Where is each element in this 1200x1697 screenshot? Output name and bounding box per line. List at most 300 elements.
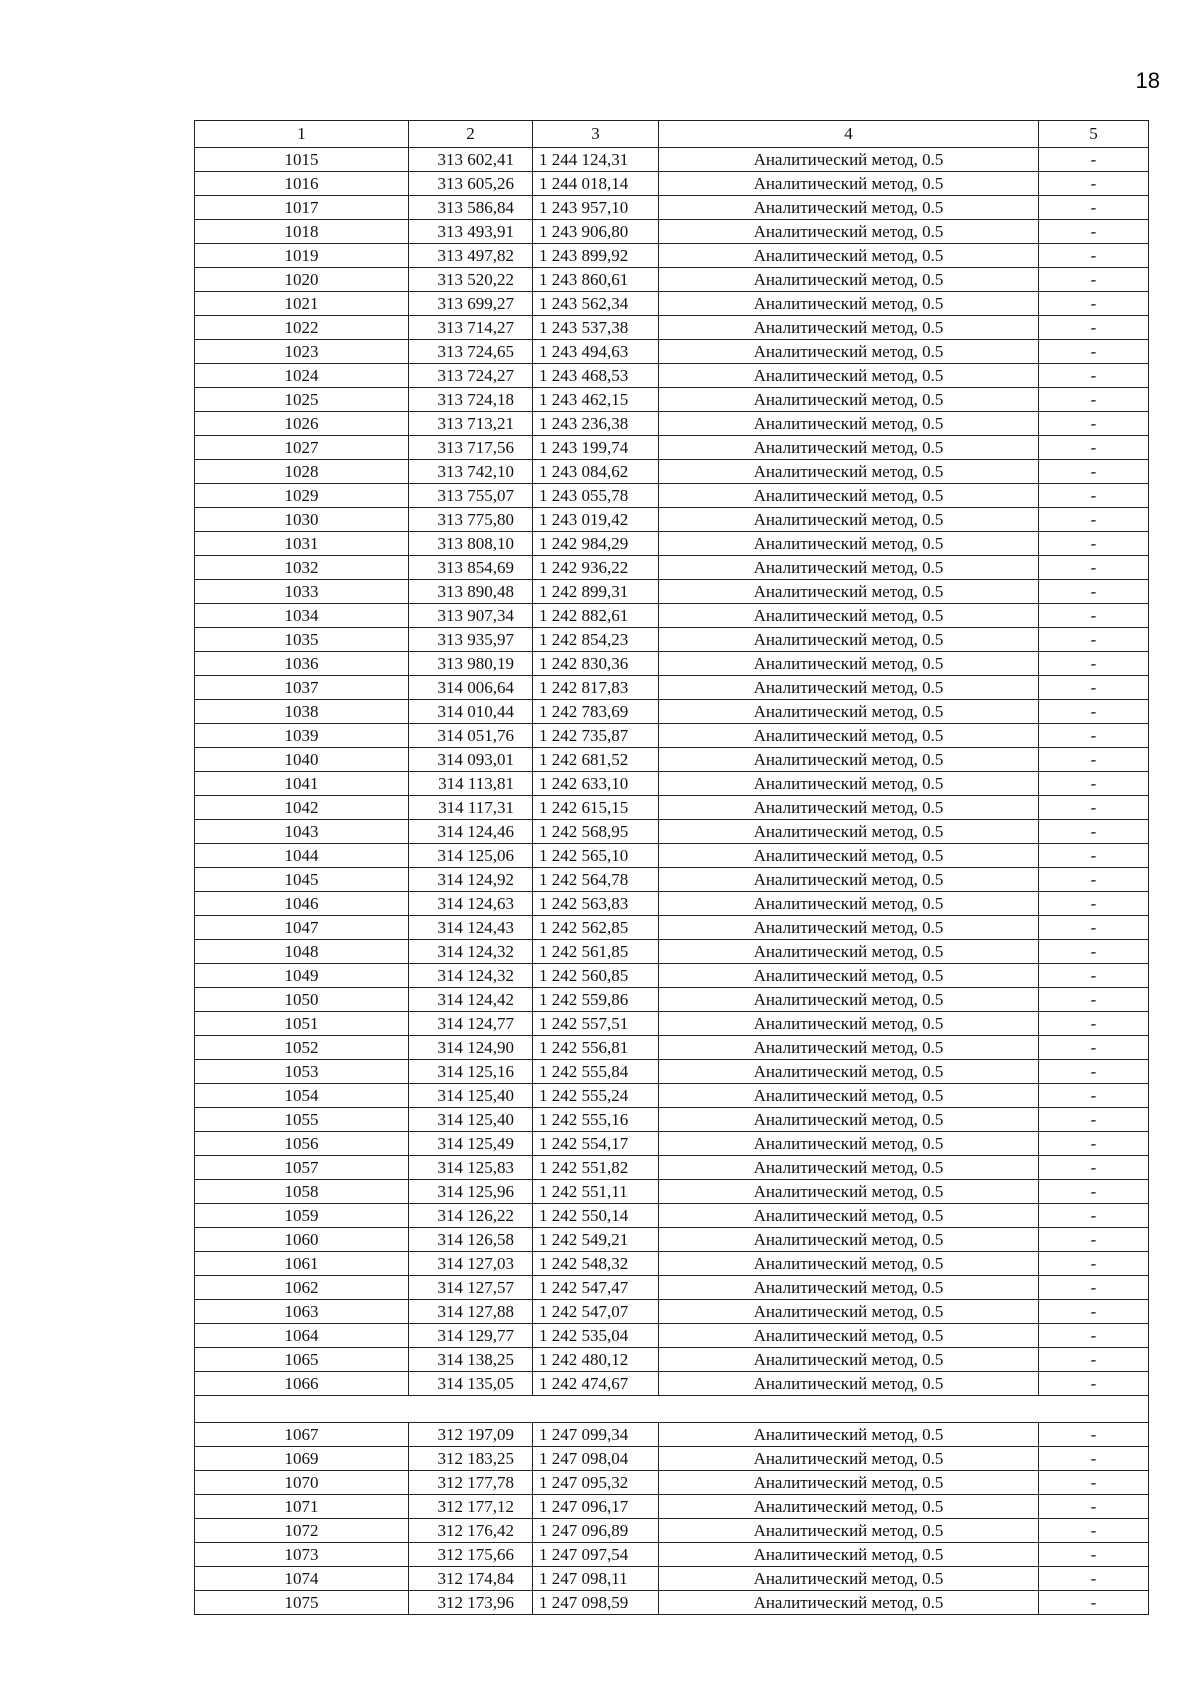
point-number-cell: 1038 bbox=[195, 700, 409, 724]
table-row bbox=[195, 340, 1149, 364]
note-cell: - bbox=[1039, 940, 1149, 964]
page-number: 18 bbox=[1135, 68, 1160, 93]
table-row bbox=[195, 724, 1149, 748]
table-row bbox=[195, 1348, 1149, 1372]
table-row bbox=[195, 436, 1149, 460]
point-number-cell: 1048 bbox=[195, 940, 409, 964]
y-coordinate-cell: 1 242 555,16 bbox=[533, 1108, 659, 1132]
table-row bbox=[195, 772, 1149, 796]
method-cell: Аналитический метод, 0.5 bbox=[659, 508, 1039, 532]
x-coordinate-cell: 314 125,96 bbox=[409, 1180, 533, 1204]
x-coordinate-cell: 314 124,63 bbox=[409, 892, 533, 916]
method-cell: Аналитический метод, 0.5 bbox=[659, 628, 1039, 652]
method-cell: Аналитический метод, 0.5 bbox=[659, 1348, 1039, 1372]
note-cell: - bbox=[1039, 364, 1149, 388]
point-number-cell: 1022 bbox=[195, 316, 409, 340]
table-row bbox=[195, 1567, 1149, 1591]
y-coordinate-cell: 1 243 899,92 bbox=[533, 244, 659, 268]
table-row bbox=[195, 796, 1149, 820]
x-coordinate-cell: 314 093,01 bbox=[409, 748, 533, 772]
x-coordinate-cell: 312 177,12 bbox=[409, 1495, 533, 1519]
x-coordinate-cell: 313 724,18 bbox=[409, 388, 533, 412]
method-cell: Аналитический метод, 0.5 bbox=[659, 964, 1039, 988]
x-coordinate-cell: 312 183,25 bbox=[409, 1447, 533, 1471]
method-cell: Аналитический метод, 0.5 bbox=[659, 1132, 1039, 1156]
x-coordinate-cell: 314 124,32 bbox=[409, 964, 533, 988]
table-row bbox=[195, 316, 1149, 340]
table-row bbox=[195, 1108, 1149, 1132]
point-number-cell: 1028 bbox=[195, 460, 409, 484]
note-cell: - bbox=[1039, 868, 1149, 892]
table-row bbox=[195, 1156, 1149, 1180]
method-cell: Аналитический метод, 0.5 bbox=[659, 892, 1039, 916]
note-cell: - bbox=[1039, 988, 1149, 1012]
table-row bbox=[195, 748, 1149, 772]
y-coordinate-cell: 1 243 906,80 bbox=[533, 220, 659, 244]
point-number-cell: 1060 bbox=[195, 1228, 409, 1252]
note-cell: - bbox=[1039, 844, 1149, 868]
note-cell: - bbox=[1039, 220, 1149, 244]
y-coordinate-cell: 1 242 783,69 bbox=[533, 700, 659, 724]
point-number-cell: 1019 bbox=[195, 244, 409, 268]
method-cell: Аналитический метод, 0.5 bbox=[659, 172, 1039, 196]
method-cell: Аналитический метод, 0.5 bbox=[659, 1495, 1039, 1519]
note-cell: - bbox=[1039, 1495, 1149, 1519]
method-cell: Аналитический метод, 0.5 bbox=[659, 676, 1039, 700]
method-cell: Аналитический метод, 0.5 bbox=[659, 1591, 1039, 1615]
method-cell: Аналитический метод, 0.5 bbox=[659, 748, 1039, 772]
point-number-cell: 1018 bbox=[195, 220, 409, 244]
y-coordinate-cell: 1 243 084,62 bbox=[533, 460, 659, 484]
x-coordinate-cell: 313 742,10 bbox=[409, 460, 533, 484]
point-number-cell: 1055 bbox=[195, 1108, 409, 1132]
note-cell: - bbox=[1039, 436, 1149, 460]
point-number-cell: 1029 bbox=[195, 484, 409, 508]
y-coordinate-cell: 1 242 899,31 bbox=[533, 580, 659, 604]
note-cell: - bbox=[1039, 340, 1149, 364]
method-cell: Аналитический метод, 0.5 bbox=[659, 1012, 1039, 1036]
method-cell: Аналитический метод, 0.5 bbox=[659, 1423, 1039, 1447]
note-cell: - bbox=[1039, 628, 1149, 652]
table-row bbox=[195, 1084, 1149, 1108]
note-cell: - bbox=[1039, 148, 1149, 172]
x-coordinate-cell: 313 935,97 bbox=[409, 628, 533, 652]
method-cell: Аналитический метод, 0.5 bbox=[659, 1567, 1039, 1591]
y-coordinate-cell: 1 242 549,21 bbox=[533, 1228, 659, 1252]
y-coordinate-cell: 1 247 099,34 bbox=[533, 1423, 659, 1447]
x-coordinate-cell: 314 127,88 bbox=[409, 1300, 533, 1324]
table-row bbox=[195, 964, 1149, 988]
method-cell: Аналитический метод, 0.5 bbox=[659, 820, 1039, 844]
note-cell: - bbox=[1039, 244, 1149, 268]
y-coordinate-cell: 1 242 984,29 bbox=[533, 532, 659, 556]
method-cell: Аналитический метод, 0.5 bbox=[659, 1084, 1039, 1108]
table-row bbox=[195, 892, 1149, 916]
note-cell: - bbox=[1039, 724, 1149, 748]
method-cell: Аналитический метод, 0.5 bbox=[659, 484, 1039, 508]
note-cell: - bbox=[1039, 1372, 1149, 1396]
table-row bbox=[195, 364, 1149, 388]
method-cell: Аналитический метод, 0.5 bbox=[659, 1543, 1039, 1567]
x-coordinate-cell: 313 586,84 bbox=[409, 196, 533, 220]
method-cell: Аналитический метод, 0.5 bbox=[659, 1156, 1039, 1180]
method-cell: Аналитический метод, 0.5 bbox=[659, 700, 1039, 724]
method-cell: Аналитический метод, 0.5 bbox=[659, 268, 1039, 292]
x-coordinate-cell: 313 724,27 bbox=[409, 364, 533, 388]
y-coordinate-cell: 1 242 560,85 bbox=[533, 964, 659, 988]
group-separator-row bbox=[195, 1396, 1149, 1423]
table-row bbox=[195, 196, 1149, 220]
table-row bbox=[195, 700, 1149, 724]
table-row bbox=[195, 1060, 1149, 1084]
method-cell: Аналитический метод, 0.5 bbox=[659, 1060, 1039, 1084]
method-cell: Аналитический метод, 0.5 bbox=[659, 1108, 1039, 1132]
method-cell: Аналитический метод, 0.5 bbox=[659, 244, 1039, 268]
table-row bbox=[195, 1324, 1149, 1348]
y-coordinate-cell: 1 242 830,36 bbox=[533, 652, 659, 676]
table-row bbox=[195, 988, 1149, 1012]
table-row bbox=[195, 148, 1149, 172]
y-coordinate-cell: 1 243 468,53 bbox=[533, 364, 659, 388]
y-coordinate-cell: 1 242 568,95 bbox=[533, 820, 659, 844]
method-cell: Аналитический метод, 0.5 bbox=[659, 796, 1039, 820]
x-coordinate-cell: 312 174,84 bbox=[409, 1567, 533, 1591]
point-number-cell: 1041 bbox=[195, 772, 409, 796]
table-row bbox=[195, 676, 1149, 700]
x-coordinate-cell: 313 907,34 bbox=[409, 604, 533, 628]
note-cell: - bbox=[1039, 1543, 1149, 1567]
point-number-cell: 1039 bbox=[195, 724, 409, 748]
method-cell: Аналитический метод, 0.5 bbox=[659, 1324, 1039, 1348]
x-coordinate-cell: 313 724,65 bbox=[409, 340, 533, 364]
y-coordinate-cell: 1 247 098,04 bbox=[533, 1447, 659, 1471]
x-coordinate-cell: 313 605,26 bbox=[409, 172, 533, 196]
x-coordinate-cell: 314 125,83 bbox=[409, 1156, 533, 1180]
x-coordinate-cell: 314 138,25 bbox=[409, 1348, 533, 1372]
note-cell: - bbox=[1039, 916, 1149, 940]
x-coordinate-cell: 314 124,42 bbox=[409, 988, 533, 1012]
y-coordinate-cell: 1 243 462,15 bbox=[533, 388, 659, 412]
y-coordinate-cell: 1 242 561,85 bbox=[533, 940, 659, 964]
y-coordinate-cell: 1 242 555,24 bbox=[533, 1084, 659, 1108]
x-coordinate-cell: 312 175,66 bbox=[409, 1543, 533, 1567]
method-cell: Аналитический метод, 0.5 bbox=[659, 532, 1039, 556]
x-coordinate-cell: 314 125,40 bbox=[409, 1084, 533, 1108]
method-cell: Аналитический метод, 0.5 bbox=[659, 988, 1039, 1012]
note-cell: - bbox=[1039, 796, 1149, 820]
point-number-cell: 1061 bbox=[195, 1252, 409, 1276]
point-number-cell: 1070 bbox=[195, 1471, 409, 1495]
method-cell: Аналитический метод, 0.5 bbox=[659, 1372, 1039, 1396]
x-coordinate-cell: 313 755,07 bbox=[409, 484, 533, 508]
point-number-cell: 1030 bbox=[195, 508, 409, 532]
y-coordinate-cell: 1 243 055,78 bbox=[533, 484, 659, 508]
note-cell: - bbox=[1039, 532, 1149, 556]
y-coordinate-cell: 1 247 096,89 bbox=[533, 1519, 659, 1543]
table-row bbox=[195, 628, 1149, 652]
method-cell: Аналитический метод, 0.5 bbox=[659, 652, 1039, 676]
point-number-cell: 1069 bbox=[195, 1447, 409, 1471]
point-number-cell: 1066 bbox=[195, 1372, 409, 1396]
x-coordinate-cell: 314 129,77 bbox=[409, 1324, 533, 1348]
table-row bbox=[195, 604, 1149, 628]
point-number-cell: 1015 bbox=[195, 148, 409, 172]
y-coordinate-cell: 1 242 474,67 bbox=[533, 1372, 659, 1396]
table-row bbox=[195, 1276, 1149, 1300]
method-cell: Аналитический метод, 0.5 bbox=[659, 412, 1039, 436]
note-cell: - bbox=[1039, 268, 1149, 292]
x-coordinate-cell: 313 808,10 bbox=[409, 532, 533, 556]
y-coordinate-cell: 1 242 615,15 bbox=[533, 796, 659, 820]
point-number-cell: 1053 bbox=[195, 1060, 409, 1084]
point-number-cell: 1054 bbox=[195, 1084, 409, 1108]
point-number-cell: 1033 bbox=[195, 580, 409, 604]
point-number-cell: 1056 bbox=[195, 1132, 409, 1156]
separator-cell bbox=[195, 1396, 1149, 1423]
note-cell: - bbox=[1039, 1252, 1149, 1276]
note-cell: - bbox=[1039, 1591, 1149, 1615]
note-cell: - bbox=[1039, 1324, 1149, 1348]
note-cell: - bbox=[1039, 1447, 1149, 1471]
point-number-cell: 1023 bbox=[195, 340, 409, 364]
y-coordinate-cell: 1 242 555,84 bbox=[533, 1060, 659, 1084]
note-cell: - bbox=[1039, 1519, 1149, 1543]
table-row bbox=[195, 1228, 1149, 1252]
table-row bbox=[195, 580, 1149, 604]
note-cell: - bbox=[1039, 1567, 1149, 1591]
y-coordinate-cell: 1 242 563,83 bbox=[533, 892, 659, 916]
header-col-2: 2 bbox=[409, 121, 533, 148]
note-cell: - bbox=[1039, 1471, 1149, 1495]
y-coordinate-cell: 1 242 817,83 bbox=[533, 676, 659, 700]
method-cell: Аналитический метод, 0.5 bbox=[659, 1228, 1039, 1252]
x-coordinate-cell: 314 125,40 bbox=[409, 1108, 533, 1132]
y-coordinate-cell: 1 244 018,14 bbox=[533, 172, 659, 196]
y-coordinate-cell: 1 242 547,07 bbox=[533, 1300, 659, 1324]
note-cell: - bbox=[1039, 172, 1149, 196]
table-row bbox=[195, 172, 1149, 196]
table-row bbox=[195, 1012, 1149, 1036]
method-cell: Аналитический метод, 0.5 bbox=[659, 844, 1039, 868]
y-coordinate-cell: 1 242 565,10 bbox=[533, 844, 659, 868]
point-number-cell: 1042 bbox=[195, 796, 409, 820]
y-coordinate-cell: 1 247 098,11 bbox=[533, 1567, 659, 1591]
method-cell: Аналитический метод, 0.5 bbox=[659, 1519, 1039, 1543]
x-coordinate-cell: 314 125,06 bbox=[409, 844, 533, 868]
method-cell: Аналитический метод, 0.5 bbox=[659, 604, 1039, 628]
method-cell: Аналитический метод, 0.5 bbox=[659, 196, 1039, 220]
table-row bbox=[195, 268, 1149, 292]
y-coordinate-cell: 1 242 554,17 bbox=[533, 1132, 659, 1156]
table-row bbox=[195, 844, 1149, 868]
y-coordinate-cell: 1 247 096,17 bbox=[533, 1495, 659, 1519]
table-row bbox=[195, 388, 1149, 412]
x-coordinate-cell: 314 051,76 bbox=[409, 724, 533, 748]
method-cell: Аналитический метод, 0.5 bbox=[659, 580, 1039, 604]
table-row bbox=[195, 1180, 1149, 1204]
method-cell: Аналитический метод, 0.5 bbox=[659, 148, 1039, 172]
point-number-cell: 1051 bbox=[195, 1012, 409, 1036]
method-cell: Аналитический метод, 0.5 bbox=[659, 556, 1039, 580]
table-body bbox=[195, 148, 1149, 1615]
table-row bbox=[195, 868, 1149, 892]
point-number-cell: 1020 bbox=[195, 268, 409, 292]
note-cell: - bbox=[1039, 196, 1149, 220]
point-number-cell: 1021 bbox=[195, 292, 409, 316]
point-number-cell: 1072 bbox=[195, 1519, 409, 1543]
point-number-cell: 1062 bbox=[195, 1276, 409, 1300]
method-cell: Аналитический метод, 0.5 bbox=[659, 772, 1039, 796]
x-coordinate-cell: 314 124,90 bbox=[409, 1036, 533, 1060]
method-cell: Аналитический метод, 0.5 bbox=[659, 316, 1039, 340]
note-cell: - bbox=[1039, 1300, 1149, 1324]
note-cell: - bbox=[1039, 556, 1149, 580]
x-coordinate-cell: 314 125,49 bbox=[409, 1132, 533, 1156]
y-coordinate-cell: 1 242 551,82 bbox=[533, 1156, 659, 1180]
note-cell: - bbox=[1039, 1012, 1149, 1036]
table-row bbox=[195, 1372, 1149, 1396]
method-cell: Аналитический метод, 0.5 bbox=[659, 940, 1039, 964]
point-number-cell: 1025 bbox=[195, 388, 409, 412]
y-coordinate-cell: 1 242 564,78 bbox=[533, 868, 659, 892]
point-number-cell: 1032 bbox=[195, 556, 409, 580]
point-number-cell: 1071 bbox=[195, 1495, 409, 1519]
method-cell: Аналитический метод, 0.5 bbox=[659, 364, 1039, 388]
note-cell: - bbox=[1039, 388, 1149, 412]
point-number-cell: 1075 bbox=[195, 1591, 409, 1615]
point-number-cell: 1059 bbox=[195, 1204, 409, 1228]
y-coordinate-cell: 1 243 494,63 bbox=[533, 340, 659, 364]
x-coordinate-cell: 313 714,27 bbox=[409, 316, 533, 340]
point-number-cell: 1073 bbox=[195, 1543, 409, 1567]
x-coordinate-cell: 313 497,82 bbox=[409, 244, 533, 268]
note-cell: - bbox=[1039, 676, 1149, 700]
note-cell: - bbox=[1039, 292, 1149, 316]
table-row bbox=[195, 1300, 1149, 1324]
x-coordinate-cell: 314 117,31 bbox=[409, 796, 533, 820]
x-coordinate-cell: 314 113,81 bbox=[409, 772, 533, 796]
y-coordinate-cell: 1 243 199,74 bbox=[533, 436, 659, 460]
point-number-cell: 1040 bbox=[195, 748, 409, 772]
table-row bbox=[195, 244, 1149, 268]
method-cell: Аналитический метод, 0.5 bbox=[659, 1300, 1039, 1324]
point-number-cell: 1065 bbox=[195, 1348, 409, 1372]
method-cell: Аналитический метод, 0.5 bbox=[659, 1036, 1039, 1060]
x-coordinate-cell: 313 493,91 bbox=[409, 220, 533, 244]
note-cell: - bbox=[1039, 1108, 1149, 1132]
note-cell: - bbox=[1039, 1423, 1149, 1447]
y-coordinate-cell: 1 243 019,42 bbox=[533, 508, 659, 532]
method-cell: Аналитический метод, 0.5 bbox=[659, 1276, 1039, 1300]
x-coordinate-cell: 314 124,32 bbox=[409, 940, 533, 964]
method-cell: Аналитический метод, 0.5 bbox=[659, 1204, 1039, 1228]
note-cell: - bbox=[1039, 604, 1149, 628]
point-number-cell: 1045 bbox=[195, 868, 409, 892]
x-coordinate-cell: 314 126,58 bbox=[409, 1228, 533, 1252]
point-number-cell: 1044 bbox=[195, 844, 409, 868]
note-cell: - bbox=[1039, 1204, 1149, 1228]
method-cell: Аналитический метод, 0.5 bbox=[659, 724, 1039, 748]
y-coordinate-cell: 1 244 124,31 bbox=[533, 148, 659, 172]
table-row bbox=[195, 220, 1149, 244]
y-coordinate-cell: 1 242 735,87 bbox=[533, 724, 659, 748]
x-coordinate-cell: 314 125,16 bbox=[409, 1060, 533, 1084]
table-row bbox=[195, 940, 1149, 964]
y-coordinate-cell: 1 242 550,14 bbox=[533, 1204, 659, 1228]
table-header-row bbox=[195, 121, 1149, 148]
x-coordinate-cell: 314 010,44 bbox=[409, 700, 533, 724]
method-cell: Аналитический метод, 0.5 bbox=[659, 1447, 1039, 1471]
x-coordinate-cell: 313 775,80 bbox=[409, 508, 533, 532]
point-number-cell: 1031 bbox=[195, 532, 409, 556]
note-cell: - bbox=[1039, 1348, 1149, 1372]
table-row bbox=[195, 652, 1149, 676]
table-row bbox=[195, 1519, 1149, 1543]
note-cell: - bbox=[1039, 820, 1149, 844]
y-coordinate-cell: 1 243 537,38 bbox=[533, 316, 659, 340]
point-number-cell: 1057 bbox=[195, 1156, 409, 1180]
y-coordinate-cell: 1 242 936,22 bbox=[533, 556, 659, 580]
y-coordinate-cell: 1 242 556,81 bbox=[533, 1036, 659, 1060]
method-cell: Аналитический метод, 0.5 bbox=[659, 292, 1039, 316]
table-row bbox=[195, 1132, 1149, 1156]
y-coordinate-cell: 1 243 860,61 bbox=[533, 268, 659, 292]
table-row bbox=[195, 916, 1149, 940]
y-coordinate-cell: 1 242 547,47 bbox=[533, 1276, 659, 1300]
y-coordinate-cell: 1 243 957,10 bbox=[533, 196, 659, 220]
table-row bbox=[195, 532, 1149, 556]
y-coordinate-cell: 1 242 633,10 bbox=[533, 772, 659, 796]
note-cell: - bbox=[1039, 1228, 1149, 1252]
y-coordinate-cell: 1 242 854,23 bbox=[533, 628, 659, 652]
point-number-cell: 1024 bbox=[195, 364, 409, 388]
y-coordinate-cell: 1 243 236,38 bbox=[533, 412, 659, 436]
table-row bbox=[195, 1252, 1149, 1276]
note-cell: - bbox=[1039, 652, 1149, 676]
x-coordinate-cell: 314 124,43 bbox=[409, 916, 533, 940]
method-cell: Аналитический метод, 0.5 bbox=[659, 1180, 1039, 1204]
point-number-cell: 1074 bbox=[195, 1567, 409, 1591]
point-number-cell: 1049 bbox=[195, 964, 409, 988]
x-coordinate-cell: 313 890,48 bbox=[409, 580, 533, 604]
x-coordinate-cell: 314 135,05 bbox=[409, 1372, 533, 1396]
table-row bbox=[195, 412, 1149, 436]
header-col-1: 1 bbox=[195, 121, 409, 148]
y-coordinate-cell: 1 247 098,59 bbox=[533, 1591, 659, 1615]
point-number-cell: 1017 bbox=[195, 196, 409, 220]
method-cell: Аналитический метод, 0.5 bbox=[659, 916, 1039, 940]
table-row bbox=[195, 1495, 1149, 1519]
x-coordinate-cell: 313 717,56 bbox=[409, 436, 533, 460]
point-number-cell: 1016 bbox=[195, 172, 409, 196]
table-row bbox=[195, 820, 1149, 844]
y-coordinate-cell: 1 242 548,32 bbox=[533, 1252, 659, 1276]
method-cell: Аналитический метод, 0.5 bbox=[659, 388, 1039, 412]
y-coordinate-cell: 1 242 562,85 bbox=[533, 916, 659, 940]
table-row bbox=[195, 1543, 1149, 1567]
x-coordinate-cell: 313 602,41 bbox=[409, 148, 533, 172]
y-coordinate-cell: 1 242 557,51 bbox=[533, 1012, 659, 1036]
x-coordinate-cell: 312 197,09 bbox=[409, 1423, 533, 1447]
y-coordinate-cell: 1 242 480,12 bbox=[533, 1348, 659, 1372]
y-coordinate-cell: 1 247 097,54 bbox=[533, 1543, 659, 1567]
point-number-cell: 1027 bbox=[195, 436, 409, 460]
x-coordinate-cell: 314 127,57 bbox=[409, 1276, 533, 1300]
note-cell: - bbox=[1039, 1084, 1149, 1108]
point-number-cell: 1064 bbox=[195, 1324, 409, 1348]
x-coordinate-cell: 313 713,21 bbox=[409, 412, 533, 436]
point-number-cell: 1046 bbox=[195, 892, 409, 916]
